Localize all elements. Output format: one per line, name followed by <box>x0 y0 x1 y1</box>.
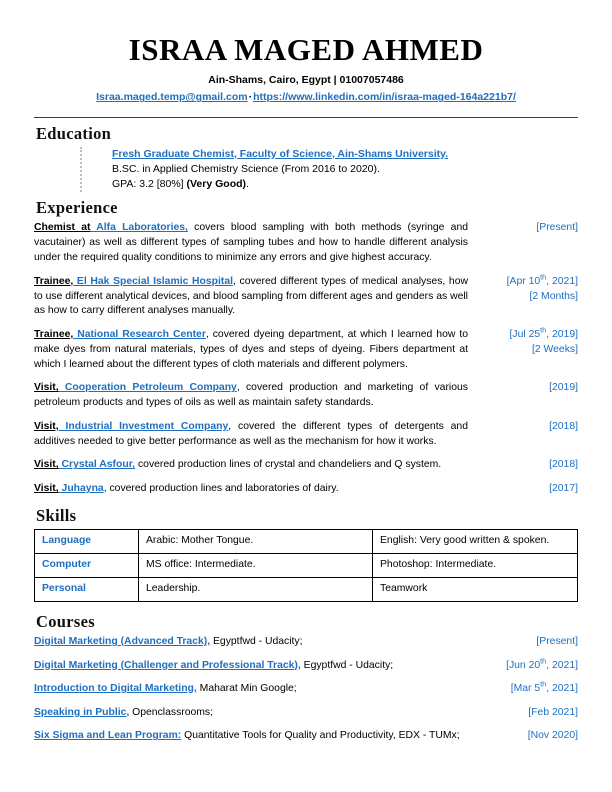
experience-item <box>34 325 578 372</box>
date-value: [2017] <box>549 483 578 495</box>
skills-value-1: Leadership. <box>139 577 373 601</box>
experience-item <box>34 381 578 411</box>
courses-list <box>34 635 578 744</box>
skills-category: Personal <box>35 577 139 601</box>
experience-description: Trainee, El Hak Special Islamic Hospital, covered different types of medical analyses, how to use different analytical devices, and blood sampling from different ages and genders as well as how to carry different analyses manually. <box>34 275 468 317</box>
experience-organization[interactable]: Cooperation Petroleum Company <box>58 382 237 394</box>
date-value: [2018] <box>549 420 578 432</box>
courses-section <box>34 612 578 744</box>
experience-description: Visit, Crystal Asfour, covered production lines of crystal and chandeliers and Q system. <box>34 459 442 471</box>
linkedin-link[interactable]: https://www.linkedin.com/in/israa-maged-164a221b7/ <box>253 91 516 104</box>
ordinal-suffix: th <box>540 679 547 689</box>
education-gpa <box>112 177 448 192</box>
ordinal-suffix: th <box>540 325 547 335</box>
courses-heading: Courses <box>36 611 95 631</box>
experience-dates <box>480 482 578 497</box>
course-description: Introduction to Digital Marketing, Maharat Min Google; <box>34 683 297 695</box>
experience-description: Trainee, National Research Center, covered dyeing department, at which I learned how to make dyes from natural materials, types of dyes and steps of dyeing. Fibers department at which I learned about the different types of cloth materials and different polymers. <box>34 329 468 370</box>
experience-organization[interactable]: Industrial Investment Company <box>58 420 229 432</box>
date-value: [2 Months] <box>529 290 578 302</box>
education-heading: Education <box>36 123 112 143</box>
experience-organization[interactable]: Crystal Asfour, <box>58 459 136 471</box>
course-item <box>34 729 578 744</box>
skills-row <box>35 553 578 577</box>
experience-dates <box>480 325 578 358</box>
skills-table <box>34 529 578 602</box>
experience-dates <box>480 458 578 473</box>
course-item <box>34 635 578 650</box>
experience-role: Chemist at <box>34 222 91 234</box>
candidate-name: ISRAA MAGED AHMED <box>128 32 484 67</box>
experience-list <box>34 221 578 496</box>
experience-organization[interactable]: Alfa Laboratories, <box>90 222 188 234</box>
course-name[interactable]: Six Sigma and Lean Program: <box>34 730 182 742</box>
experience-role: Visit, <box>34 382 59 394</box>
education-dotted-divider <box>80 147 82 193</box>
education-title: Fresh Graduate Chemist, Faculty of Science, Ain-Shams University. <box>112 147 449 160</box>
resume-header <box>34 34 578 105</box>
skills-value-2: Photoshop: Intermediate. <box>373 553 578 577</box>
contact-links <box>34 91 578 105</box>
experience-dates <box>480 272 578 305</box>
skills-row <box>35 577 578 601</box>
date-value: [2018] <box>549 459 578 471</box>
experience-dates <box>480 420 578 435</box>
experience-description: Visit, Cooperation Petroleum Company, covered production and marketing of various petroleum products and types of oils as well as maintain safety standards. <box>34 382 468 409</box>
course-date: [Nov 2020] <box>527 730 578 742</box>
course-description: Digital Marketing (Challenger and Professional Track), Egyptfwd - Udacity; <box>34 659 394 671</box>
education-gpa-grade: (Very Good) <box>186 178 247 191</box>
skills-value-1: MS office: Intermediate. <box>139 553 373 577</box>
ordinal-suffix: th <box>540 272 547 282</box>
experience-item <box>34 482 578 497</box>
course-description: Six Sigma and Lean Program: Quantitative Tools for Quality and Productivity, EDX - TUMx; <box>34 730 460 742</box>
course-item <box>34 656 578 674</box>
experience-dates <box>480 221 578 236</box>
date-value: [2019] <box>549 382 578 394</box>
contact-location-phone: Ain-Shams, Cairo, Egypt | 01007057486 <box>208 73 404 86</box>
experience-role: Visit, <box>34 420 59 432</box>
experience-description: Visit, Juhayna, covered production lines and laboratories of dairy. <box>34 483 339 495</box>
skills-value-2: English: Very good written & spoken. <box>373 529 578 553</box>
course-description: Digital Marketing (Advanced Track), Egyptfwd - Udacity; <box>34 635 303 647</box>
course-name[interactable]: Digital Marketing (Advanced Track), <box>34 635 211 647</box>
experience-role: Visit, <box>34 459 59 471</box>
experience-role: Trainee, <box>34 275 74 287</box>
experience-item <box>34 272 578 319</box>
experience-role: Visit, <box>34 483 59 495</box>
experience-item <box>34 420 578 450</box>
skills-category: Language <box>35 529 139 553</box>
course-date: [Mar 5th, 2021] <box>510 679 578 695</box>
course-date: [Feb 2021] <box>528 706 578 718</box>
date-value: [Apr 10th, 2021] <box>506 272 578 287</box>
course-name[interactable]: Introduction to Digital Marketing, <box>34 683 197 695</box>
course-item <box>34 706 578 721</box>
email-link[interactable]: Israa.maged.temp@gmail.com <box>96 91 248 104</box>
experience-description: Visit, Industrial Investment Company, covered the different types of detergents and additives needed to give better performance as well as the mechanism for how it works. <box>34 420 468 447</box>
experience-item <box>34 221 578 265</box>
skills-value-1: Arabic: Mother Tongue. <box>139 529 373 553</box>
experience-dates <box>480 381 578 396</box>
experience-heading: Experience <box>36 198 118 218</box>
skills-heading: Skills <box>36 505 77 525</box>
course-description: Speaking in Public, Openclassrooms; <box>34 706 214 718</box>
experience-organization[interactable]: El Hak Special Islamic Hospital <box>73 275 233 287</box>
header-divider <box>34 117 578 118</box>
course-name[interactable]: Speaking in Public, <box>34 706 130 718</box>
skills-row <box>35 529 578 553</box>
experience-organization[interactable]: Juhayna <box>58 483 104 495</box>
link-separator: · <box>248 91 253 104</box>
date-value: [2 Weeks] <box>531 343 578 355</box>
education-degree: B.SC. in Applied Chemistry Science (From 2016 to 2020). <box>112 163 380 176</box>
experience-description: Chemist at Alfa Laboratories, covers blood sampling with both methods (syringe and vacutainer) as well as different types of sampling tubes and how to handle different analysis under the required quality conditions to minimize any errors and give highest accuracy. <box>34 222 468 264</box>
experience-section <box>34 198 578 496</box>
course-item <box>34 679 578 697</box>
date-value: [Present] <box>536 222 578 234</box>
date-value: [Jul 25th, 2019] <box>509 325 578 341</box>
course-date: [Jun 20th, 2021] <box>506 656 578 671</box>
course-name[interactable]: Digital Marketing (Challenger and Professional Track), <box>34 659 301 671</box>
experience-organization[interactable]: National Research Center <box>73 329 206 341</box>
skills-value-2: Teamwork <box>373 577 578 601</box>
experience-item <box>34 458 578 473</box>
course-date: [Present] <box>536 635 578 647</box>
education-gpa-suffix: . <box>246 178 249 191</box>
experience-role: Trainee, <box>34 329 74 341</box>
ordinal-suffix: th <box>540 656 547 666</box>
education-section <box>34 124 578 193</box>
education-gpa-value: GPA: 3.2 [80%] <box>112 178 187 191</box>
skills-section <box>34 506 578 602</box>
skills-category: Computer <box>35 553 139 577</box>
